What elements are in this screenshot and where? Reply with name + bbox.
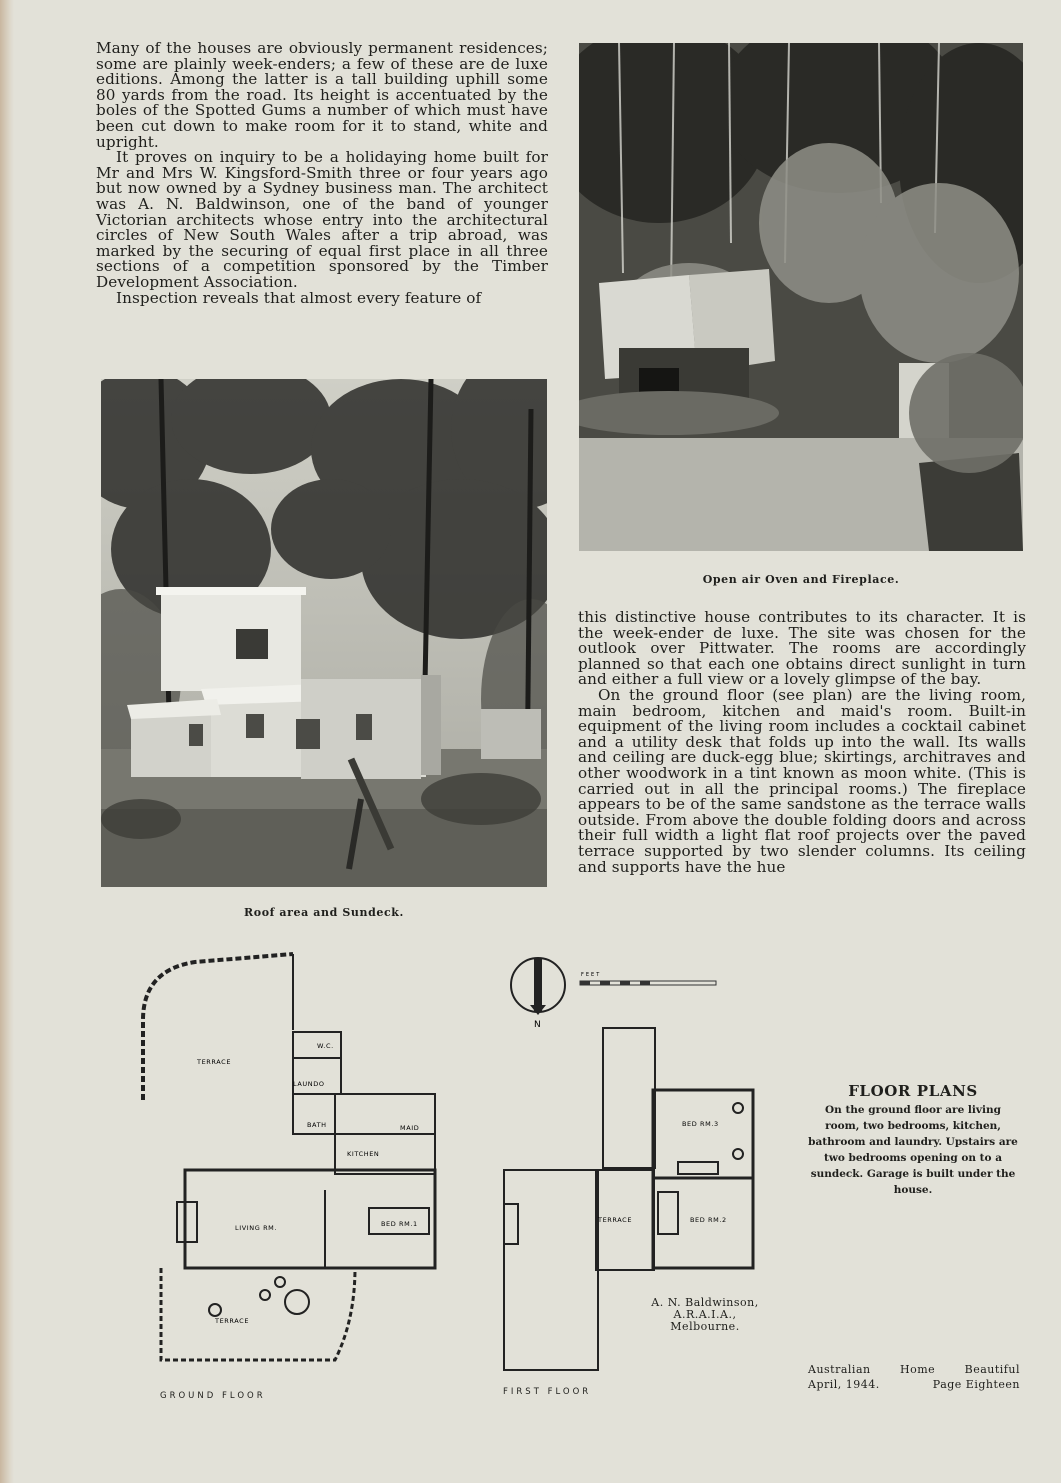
label-terrace-top: TERRACE [197, 1058, 232, 1066]
ground-floor-title: GROUND FLOOR [160, 1391, 266, 1401]
label-laundry: LAUNDO [293, 1080, 325, 1088]
label-bed2: BED RM.2 [690, 1216, 727, 1224]
footer-page-number: Page Eighteen [932, 1378, 1020, 1391]
article-paragraph: Inspection reveals that almost every feature of [116, 288, 482, 307]
architect-qualification: A.R.A.I.A., [673, 1308, 737, 1321]
label-bed3: BED RM.3 [682, 1120, 719, 1128]
label-bath: BATH [307, 1121, 327, 1129]
scale-bar [578, 968, 720, 992]
footer-issue [808, 1377, 1020, 1392]
architect-name: A. N. Baldwinson, [651, 1296, 759, 1309]
article-column-right [578, 610, 1026, 875]
label-kitchen: KITCHEN [347, 1150, 380, 1158]
north-arrow-icon [508, 953, 570, 1029]
house-photo [101, 379, 547, 887]
oven-photo-caption: Open air Oven and Fireplace. [702, 573, 900, 586]
page-footer [808, 1362, 1020, 1392]
oven-photo [579, 43, 1023, 551]
article-column-left [96, 41, 548, 306]
article-paragraph: It proves on inquiry to be a holidaying home built for Mr and Mrs W. Kingsford-Smith three or four years ago but now owned by a Sydney business man. The architect was A. N. Baldwinson, one of the band of younger Victorian architects whose entry into the architectural circles of New South Wales after a trip abroad, was marked by the securing of equal first place in all three sections of a competition sponsored by the Timber Development Association. [96, 148, 548, 291]
architect-credit [620, 1297, 790, 1333]
article-paragraph: On the ground floor (see plan) are the living room, main bedroom, kitchen and maid's room. Built-in equipment of the living room includes a cocktail cabinet and a utility desk that folds up into the wall. Its walls and ceiling are duck-egg blue; skirtings, architraves and other woodwork in a tint known as moon white. (This is carried out in all the principal rooms.) The fireplace appears to be of the same sandstone as the terrace walls outside. From above the double folding doors and across their full width a light flat roof projects over the paved terrace supported by two slender columns. Its ceiling and supports have the hue [578, 685, 1026, 876]
label-wc: W.C. [317, 1042, 334, 1050]
scale-label: FEET [581, 972, 602, 978]
north-label: N [534, 1020, 541, 1029]
architect-city: Melbourne. [670, 1320, 740, 1333]
page-edge [0, 0, 14, 1483]
floor-plans-heading: FLOOR PLANS [848, 1082, 978, 1100]
article-paragraph: Many of the houses are obviously permanent residences; some are plainly week-enders; a few of these are de luxe editions. Among the latter is a tall building uphill some 80 yards from the road. Its height is accentuated by the boles of the Spotted Gums a number of which must have been cut down to make room for it to stand, white and upright. [96, 39, 548, 151]
house-photo-caption: Roof area and Sundeck. [244, 906, 404, 919]
article-paragraph: this distinctive house contributes to its character. It is the week-ender de luxe. The site was chosen for the outlook over Pittwater. The rooms are accordingly planned so that each one obtains direct sunlight in turn and either a full view or a lovely glimpse of the bay. [578, 608, 1026, 689]
label-bed1: BED RM.1 [381, 1220, 418, 1228]
ground-floor-plan [125, 940, 465, 1380]
floor-plans-description: On the ground floor are living room, two bedrooms, kitchen, bathroom and laundry. Upstairs are two bedrooms opening on to a sundeck. Garage is built under the house. [808, 1104, 1018, 1196]
label-first-terrace: TERRACE [598, 1216, 633, 1224]
first-floor-title: FIRST FLOOR [503, 1387, 592, 1397]
label-living: LIVING RM. [235, 1224, 278, 1232]
footer-date: April, 1944. [808, 1378, 880, 1391]
label-terrace-bottom: TERRACE [215, 1317, 250, 1325]
label-maid: MAID [400, 1124, 420, 1132]
footer-publication: Australian Home Beautiful [808, 1363, 1020, 1376]
